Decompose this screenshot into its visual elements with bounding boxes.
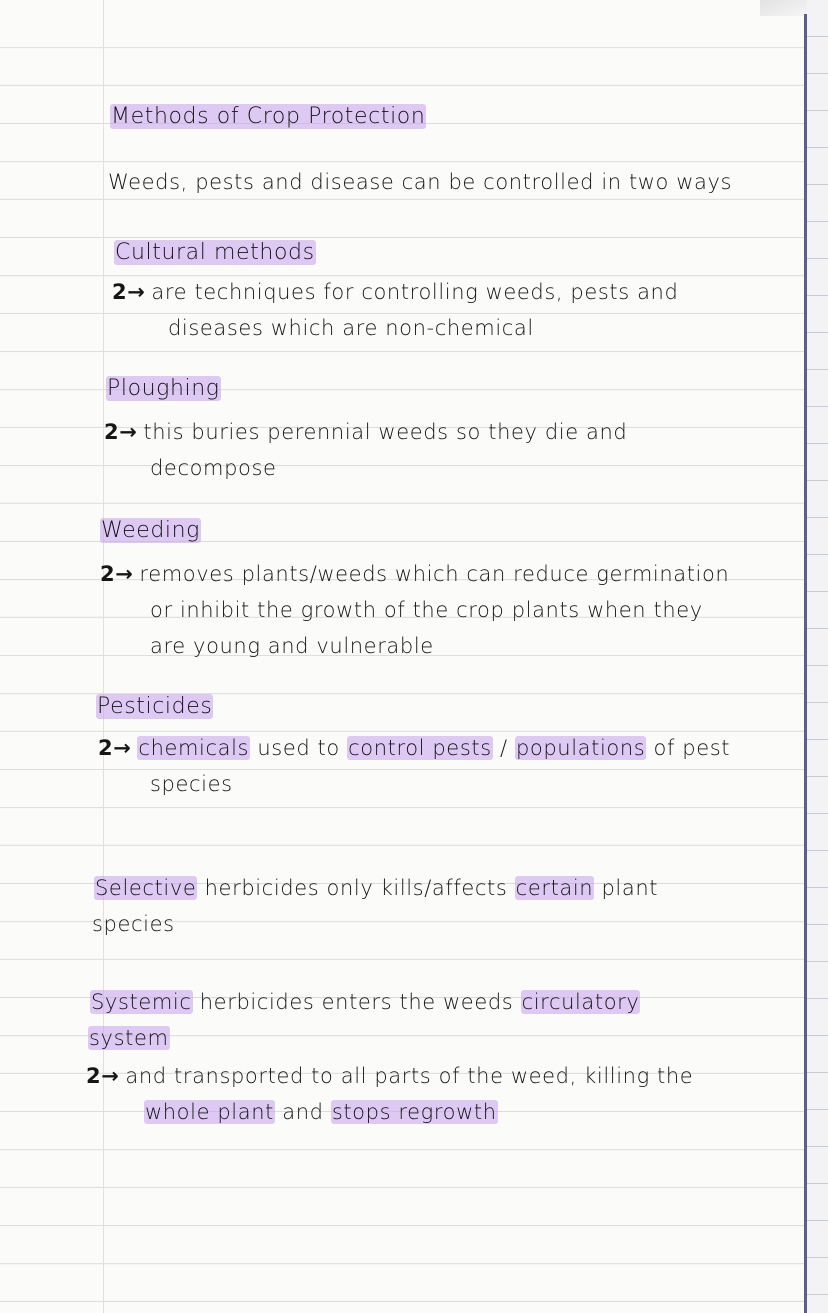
page-title — [110, 104, 426, 129]
line-text: this buries perennial weeds so they die and — [143, 420, 628, 444]
heading-cultural-methods — [114, 240, 316, 265]
title-text: Methods of Crop Protection — [111, 104, 426, 129]
arrow-icon: 2→ — [98, 736, 132, 760]
heading-pesticides — [96, 694, 213, 719]
selective-line-1 — [94, 876, 658, 900]
heading-ploughing — [106, 376, 221, 401]
line-text: used to — [250, 736, 348, 760]
line-text: plant — [594, 876, 659, 900]
highlight-text: populations — [515, 736, 646, 760]
heading-weeding — [100, 518, 201, 543]
arrow-icon: 2→ — [104, 420, 138, 444]
line-text: herbicides enters the weeds — [192, 990, 521, 1014]
heading-text: Weeding — [101, 518, 200, 543]
next-page-strip — [807, 0, 828, 1313]
pesticides-line-2: species — [150, 772, 233, 796]
highlight-text: stops regrowth — [331, 1100, 497, 1124]
highlight-text: circulatory — [521, 990, 640, 1014]
highlight-text: certain — [515, 876, 594, 900]
ploughing-line-1 — [104, 420, 627, 444]
heading-text: Ploughing — [107, 376, 220, 401]
line-text: are techniques for controlling weeds, pests and — [151, 280, 679, 304]
systemic-line-3 — [86, 1064, 693, 1088]
weeding-line-2: or inhibit the growth of the crop plants when they — [150, 598, 703, 622]
weeding-line-1 — [100, 562, 729, 586]
heading-text: Pesticides — [97, 694, 213, 719]
arrow-icon: 2→ — [100, 562, 134, 586]
cultural-line-1 — [112, 280, 678, 304]
heading-text: Cultural methods — [115, 240, 315, 265]
ploughing-line-2: decompose — [150, 456, 277, 480]
line-text: removes plants/weeds which can reduce germination — [139, 562, 730, 586]
cultural-line-2: diseases which are non-chemical — [168, 316, 534, 340]
arrow-icon: 2→ — [86, 1064, 120, 1088]
line-text: of pest — [646, 736, 731, 760]
highlight-text: Selective — [95, 876, 197, 900]
selective-line-2: species — [92, 912, 175, 936]
highlight-text: Systemic — [91, 990, 192, 1014]
line-text: and transported to all parts of the weed, killing the — [125, 1064, 694, 1088]
arrow-icon: 2→ — [112, 280, 146, 304]
highlight-text: chemicals — [138, 736, 250, 760]
pesticides-line-1 — [98, 736, 730, 760]
systemic-line-2 — [88, 1026, 170, 1050]
line-text: / — [492, 736, 515, 760]
systemic-line-1 — [90, 990, 640, 1014]
highlight-text: system — [89, 1026, 169, 1050]
highlight-text: control pests — [348, 736, 492, 760]
margin-line — [103, 0, 104, 1313]
line-text: herbicides only kills/affects — [197, 876, 515, 900]
systemic-line-4 — [144, 1100, 498, 1124]
page-corner — [760, 0, 810, 16]
line-text: and — [274, 1100, 331, 1124]
intro-line: Weeds, pests and disease can be controlled in two ways — [108, 170, 733, 194]
weeding-line-3: are young and vulnerable — [150, 634, 434, 658]
highlight-text: whole plant — [145, 1100, 274, 1124]
